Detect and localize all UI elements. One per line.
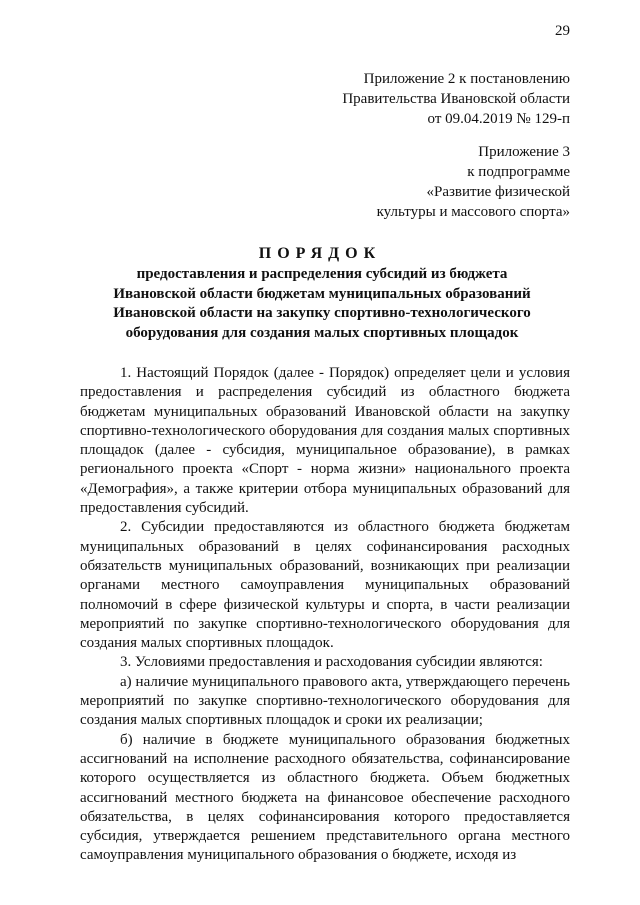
subtitle-line: Ивановской области бюджетам муниципальных образований	[113, 285, 531, 302]
subtitle-line: Ивановской области на закупку спортивно-технологического	[113, 305, 531, 321]
appendix-line: Приложение 2 к постановлению	[363, 71, 570, 87]
paragraph-3b: б) наличие в бюджете муниципального образования бюджетных ассигнований на исполнение расходного обязательства, софинансирование которого осуществляется из областного бюджета. Объем бюджетных ассигнований местного бюджета на финансовое обеспечение расходного обязательства, в целях софинансирования которого предоставляется субсидия, утверждается решением представительного органа местного самоуправления муниципального образования о бюджете, исходя из	[80, 731, 570, 864]
appendix-line: «Развитие физической	[426, 184, 570, 200]
paragraph-3a: а) наличие муниципального правового акта, утверждающего перечень мероприятий по закупке спортивно-технологического оборудования для создания малых спортивных площадок и сроки их реализации;	[80, 673, 570, 729]
paragraph-3: 3. Условиями предоставления и расходования субсидии являются:	[120, 654, 543, 671]
paragraph-2: 2. Субсидии предоставляются из областного бюджета бюджетам муниципальных образований в целях софинансирования расходных обязательств муниципальных образований, возникающих при реализации органами местного самоуправления муниципальных образований полномочий в сфере физической культуры и спорта, в части реализации мероприятий по закупке спортивно-технологического оборудования для создания малых спортивных площадок.	[80, 519, 570, 652]
appendix-line: культуры и массового спорта»	[376, 204, 570, 220]
appendix-line: Приложение 3	[478, 144, 570, 160]
appendix-line: Правительства Ивановской области	[342, 91, 570, 107]
document-subtitle	[90, 265, 554, 343]
appendix-line: к подпрограмме	[467, 164, 570, 180]
page-number: 29	[555, 23, 570, 39]
appendix-line: от 09.04.2019 № 129-п	[427, 111, 570, 127]
subtitle-line: оборудования для создания малых спортивных площадок	[125, 324, 519, 341]
appendix-reference-subprogram	[377, 142, 570, 222]
paragraph-1: 1. Настоящий Порядок (далее - Порядок) определяет цели и условия предоставления и распределения субсидий из областного бюджета бюджетам муниципальных образований Ивановской области на закупку спортивно-технологического оборудования для создания малых спортивных площадок (далее - субсидия, муниципальное образование), в рамках регионального проекта «Спорт - норма жизни» национального проекта «Демография», а также критерии отбора муниципальных образований для предоставления субсидий.	[80, 365, 570, 517]
document-body	[80, 364, 570, 866]
appendix-reference-resolution	[342, 69, 570, 129]
document-title: ПОРЯДОК	[258, 245, 382, 262]
subtitle-line: предоставления и распределения субсидий из бюджета	[136, 266, 508, 282]
